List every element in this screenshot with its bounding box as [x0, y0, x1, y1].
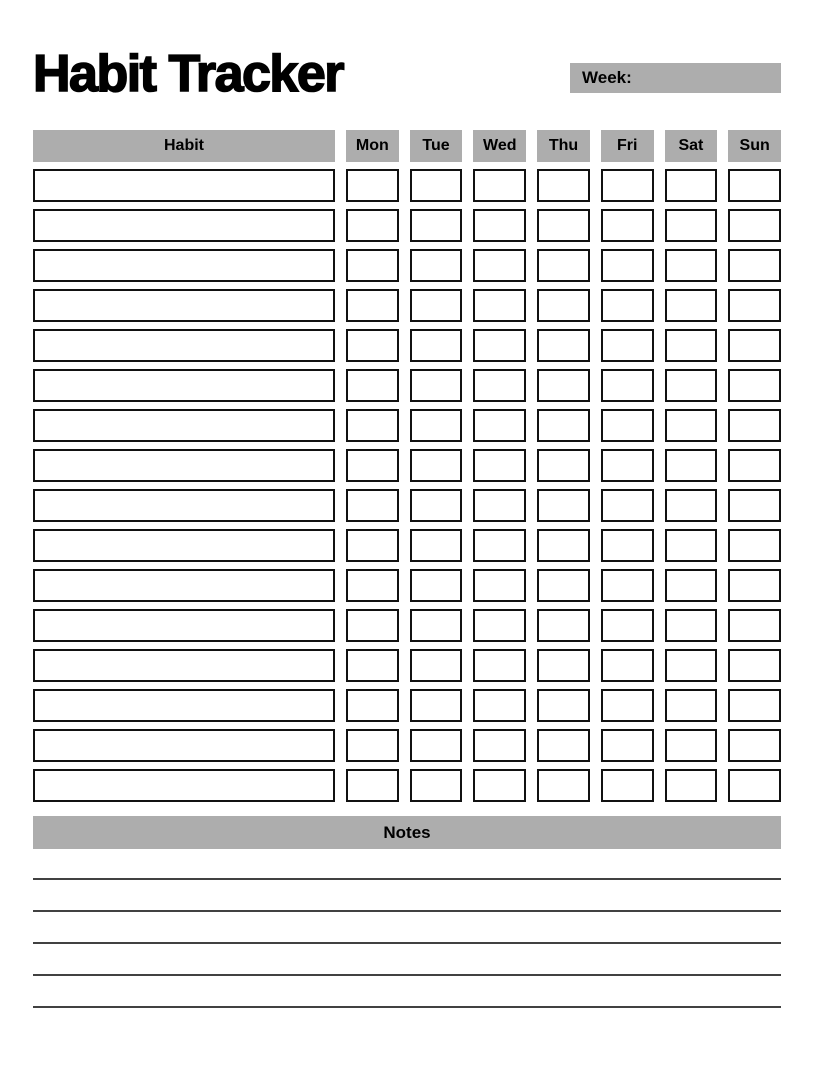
day-checkbox-sun[interactable]: [728, 489, 781, 522]
day-checkbox-wed[interactable]: [473, 489, 526, 522]
day-checkbox-sun[interactable]: [728, 649, 781, 682]
day-checkbox-wed[interactable]: [473, 649, 526, 682]
week-input-area[interactable]: [632, 63, 781, 93]
note-line[interactable]: [33, 849, 781, 880]
day-column-header-sun: Sun: [728, 130, 781, 162]
day-checkbox-sun[interactable]: [728, 449, 781, 482]
day-checkbox-wed[interactable]: [473, 329, 526, 362]
day-checkbox-tue[interactable]: [410, 569, 463, 602]
day-checkbox-sat[interactable]: [665, 769, 718, 802]
habit-name-cell[interactable]: [33, 689, 335, 722]
day-checkbox-sat[interactable]: [665, 609, 718, 642]
day-column-header-wed: Wed: [473, 130, 526, 162]
day-checkbox-fri[interactable]: [601, 569, 654, 602]
day-checkbox-thu[interactable]: [537, 689, 590, 722]
day-checkbox-fri[interactable]: [601, 529, 654, 562]
day-checkbox-tue[interactable]: [410, 769, 463, 802]
day-checkbox-fri[interactable]: [601, 449, 654, 482]
day-checkbox-tue[interactable]: [410, 209, 463, 242]
day-checkbox-mon[interactable]: [346, 169, 399, 202]
day-checkbox-thu[interactable]: [537, 569, 590, 602]
habit-name-cell[interactable]: [33, 249, 335, 282]
day-checkbox-sat[interactable]: [665, 369, 718, 402]
day-checkbox-sat[interactable]: [665, 289, 718, 322]
day-checkbox-thu[interactable]: [537, 649, 590, 682]
day-column-header-thu: Thu: [537, 130, 590, 162]
day-checkbox-mon[interactable]: [346, 409, 399, 442]
day-checkbox-sun[interactable]: [728, 609, 781, 642]
day-checkbox-mon[interactable]: [346, 449, 399, 482]
habit-table: [33, 130, 781, 802]
day-checkbox-mon[interactable]: [346, 489, 399, 522]
day-checkbox-wed[interactable]: [473, 569, 526, 602]
day-checkbox-fri[interactable]: [601, 169, 654, 202]
day-checkbox-mon[interactable]: [346, 249, 399, 282]
day-checkbox-sat[interactable]: [665, 729, 718, 762]
day-checkbox-fri[interactable]: [601, 209, 654, 242]
day-checkbox-sun[interactable]: [728, 249, 781, 282]
day-checkbox-sun[interactable]: [728, 369, 781, 402]
day-checkbox-tue[interactable]: [410, 729, 463, 762]
habit-name-cell[interactable]: [33, 409, 335, 442]
day-checkbox-fri[interactable]: [601, 289, 654, 322]
day-checkbox-fri[interactable]: [601, 609, 654, 642]
notes-header-bar: [33, 816, 781, 849]
day-checkbox-mon[interactable]: [346, 329, 399, 362]
day-checkbox-tue[interactable]: [410, 369, 463, 402]
habit-name-cell[interactable]: [33, 529, 335, 562]
day-checkbox-wed[interactable]: [473, 369, 526, 402]
day-checkbox-sun[interactable]: [728, 169, 781, 202]
day-checkbox-wed[interactable]: [473, 449, 526, 482]
notes-area: [33, 849, 781, 1008]
page-title: Habit Tracker: [33, 45, 343, 103]
day-checkbox-tue[interactable]: [410, 449, 463, 482]
day-checkbox-mon[interactable]: [346, 769, 399, 802]
day-checkbox-tue[interactable]: [410, 649, 463, 682]
week-box[interactable]: [570, 63, 781, 93]
day-checkbox-mon[interactable]: [346, 369, 399, 402]
day-checkbox-tue[interactable]: [410, 529, 463, 562]
day-checkbox-fri[interactable]: [601, 769, 654, 802]
day-checkbox-fri[interactable]: [601, 489, 654, 522]
day-checkbox-wed[interactable]: [473, 689, 526, 722]
day-checkbox-wed[interactable]: [473, 609, 526, 642]
day-column-header-sat: Sat: [665, 130, 718, 162]
habit-name-cell[interactable]: [33, 369, 335, 402]
day-checkbox-mon[interactable]: [346, 569, 399, 602]
notes-label: Notes: [383, 822, 431, 842]
day-checkbox-wed[interactable]: [473, 729, 526, 762]
habit-name-cell[interactable]: [33, 569, 335, 602]
day-checkbox-sat[interactable]: [665, 649, 718, 682]
page-header: [33, 46, 781, 102]
day-checkbox-tue[interactable]: [410, 249, 463, 282]
day-checkbox-mon[interactable]: [346, 729, 399, 762]
day-checkbox-mon[interactable]: [346, 689, 399, 722]
day-checkbox-sun[interactable]: [728, 689, 781, 722]
day-checkbox-sun[interactable]: [728, 729, 781, 762]
day-checkbox-thu[interactable]: [537, 609, 590, 642]
day-checkbox-sun[interactable]: [728, 569, 781, 602]
note-line[interactable]: [33, 944, 781, 976]
day-checkbox-sat[interactable]: [665, 329, 718, 362]
day-checkbox-wed[interactable]: [473, 409, 526, 442]
day-checkbox-fri[interactable]: [601, 249, 654, 282]
day-checkbox-wed[interactable]: [473, 529, 526, 562]
day-checkbox-thu[interactable]: [537, 409, 590, 442]
day-checkbox-sat[interactable]: [665, 689, 718, 722]
day-checkbox-mon[interactable]: [346, 529, 399, 562]
day-checkbox-fri[interactable]: [601, 409, 654, 442]
day-column-header-fri: Fri: [601, 130, 654, 162]
habit-name-cell[interactable]: [33, 449, 335, 482]
day-checkbox-wed[interactable]: [473, 289, 526, 322]
day-checkbox-thu[interactable]: [537, 769, 590, 802]
habit-name-cell[interactable]: [33, 489, 335, 522]
day-column-header-mon: Mon: [346, 130, 399, 162]
day-checkbox-wed[interactable]: [473, 249, 526, 282]
day-checkbox-wed[interactable]: [473, 769, 526, 802]
day-checkbox-sun[interactable]: [728, 209, 781, 242]
habit-name-cell[interactable]: [33, 329, 335, 362]
day-checkbox-thu[interactable]: [537, 449, 590, 482]
day-checkbox-mon[interactable]: [346, 649, 399, 682]
day-checkbox-sat[interactable]: [665, 489, 718, 522]
habit-name-cell[interactable]: [33, 729, 335, 762]
day-checkbox-sat[interactable]: [665, 529, 718, 562]
day-checkbox-thu[interactable]: [537, 729, 590, 762]
day-checkbox-fri[interactable]: [601, 369, 654, 402]
day-checkbox-thu[interactable]: [537, 169, 590, 202]
note-line[interactable]: [33, 976, 781, 1008]
day-checkbox-tue[interactable]: [410, 489, 463, 522]
day-checkbox-tue[interactable]: [410, 289, 463, 322]
day-checkbox-thu[interactable]: [537, 249, 590, 282]
day-checkbox-tue[interactable]: [410, 689, 463, 722]
day-checkbox-sun[interactable]: [728, 409, 781, 442]
habit-name-cell[interactable]: [33, 209, 335, 242]
day-column-header-tue: Tue: [410, 130, 463, 162]
day-checkbox-tue[interactable]: [410, 409, 463, 442]
day-checkbox-fri[interactable]: [601, 729, 654, 762]
week-label: Week:: [582, 68, 632, 87]
note-line[interactable]: [33, 880, 781, 912]
day-checkbox-mon[interactable]: [346, 289, 399, 322]
day-checkbox-thu[interactable]: [537, 529, 590, 562]
day-checkbox-sun[interactable]: [728, 329, 781, 362]
day-checkbox-mon[interactable]: [346, 609, 399, 642]
day-checkbox-tue[interactable]: [410, 609, 463, 642]
day-checkbox-thu[interactable]: [537, 369, 590, 402]
habit-column-header: Habit: [33, 130, 335, 162]
day-checkbox-fri[interactable]: [601, 649, 654, 682]
day-checkbox-sat[interactable]: [665, 209, 718, 242]
day-checkbox-sat[interactable]: [665, 409, 718, 442]
habit-name-cell[interactable]: [33, 289, 335, 322]
day-checkbox-fri[interactable]: [601, 689, 654, 722]
day-checkbox-sun[interactable]: [728, 289, 781, 322]
day-checkbox-tue[interactable]: [410, 169, 463, 202]
day-checkbox-thu[interactable]: [537, 289, 590, 322]
day-checkbox-sat[interactable]: [665, 569, 718, 602]
habit-name-cell[interactable]: [33, 169, 335, 202]
day-checkbox-fri[interactable]: [601, 329, 654, 362]
day-checkbox-thu[interactable]: [537, 329, 590, 362]
habit-name-cell[interactable]: [33, 769, 335, 802]
day-checkbox-wed[interactable]: [473, 169, 526, 202]
day-checkbox-wed[interactable]: [473, 209, 526, 242]
day-checkbox-sun[interactable]: [728, 769, 781, 802]
habit-name-cell[interactable]: [33, 609, 335, 642]
day-checkbox-sat[interactable]: [665, 169, 718, 202]
day-checkbox-sat[interactable]: [665, 249, 718, 282]
day-checkbox-thu[interactable]: [537, 489, 590, 522]
day-checkbox-mon[interactable]: [346, 209, 399, 242]
day-checkbox-sat[interactable]: [665, 449, 718, 482]
habit-name-cell[interactable]: [33, 649, 335, 682]
day-checkbox-thu[interactable]: [537, 209, 590, 242]
day-checkbox-tue[interactable]: [410, 329, 463, 362]
day-checkbox-sun[interactable]: [728, 529, 781, 562]
note-line[interactable]: [33, 912, 781, 944]
